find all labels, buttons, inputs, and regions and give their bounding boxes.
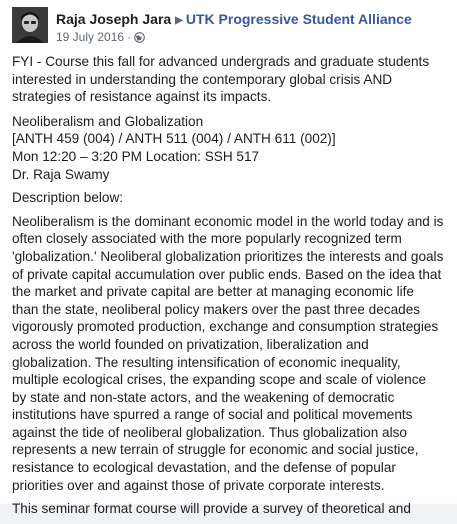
description-text: Neoliberalism is the dominant economic model in the world today and is often closely associated with the more popularly recognized term 'globalization.' Neoliberal globalization prioritizes the interests and goals of private capital accumulation over public ends. Based on the idea that the market and private capital are better at managing economic life than the state, neoliberal policy makers over the past three decades vigorously promoted production, exchange and consumption strategies across the world founded on privatization, liberalization and globalization. The resulting intensification of economic inequality, multiple ecological crises, the expanding scope and scale of violence by state and non-state actors, and the weakening of democratic institutions have spurred a range of social and political movements against the tide of neoliberal globalization. Thus globalization also represents a new terrain of struggle for economic and social justice, resistance to ecological devastation, and the defense of popular priorities over and against those of private corporate interests.: [12, 213, 444, 493]
course-title: Neoliberalism and Globalization: [12, 113, 204, 129]
caret-right-icon: ▶: [175, 15, 183, 26]
course-schedule: Mon 12:20 – 3:20 PM Location: SSH 517: [12, 148, 260, 164]
course-instructor: Dr. Raja Swamy: [12, 166, 110, 182]
post-date[interactable]: 19 July 2016: [56, 30, 125, 44]
post-body: [12, 53, 444, 524]
course-codes: [ANTH 459 (004) / ANTH 511 (004) / ANTH 611 (002)]: [12, 131, 336, 147]
seminar-text: This seminar format course will provide a survey of theoretical and: [12, 501, 411, 517]
post-intro: FYI - Course this fall for advanced undergrads and graduate students interested in understanding the contemporary global crisis AND strategies of resistance against its impacts.: [12, 54, 430, 105]
avatar[interactable]: [12, 7, 48, 43]
author-name[interactable]: Raja Joseph Jara: [56, 11, 172, 27]
globe-icon[interactable]: [134, 32, 145, 43]
meta-separator: ·: [127, 30, 132, 44]
post-meta: [56, 30, 145, 44]
description-label: Description below:: [12, 190, 124, 206]
course-info: [12, 113, 444, 183]
group-name[interactable]: UTK Progressive Student Alliance: [185, 11, 412, 27]
post-title: [56, 11, 412, 29]
